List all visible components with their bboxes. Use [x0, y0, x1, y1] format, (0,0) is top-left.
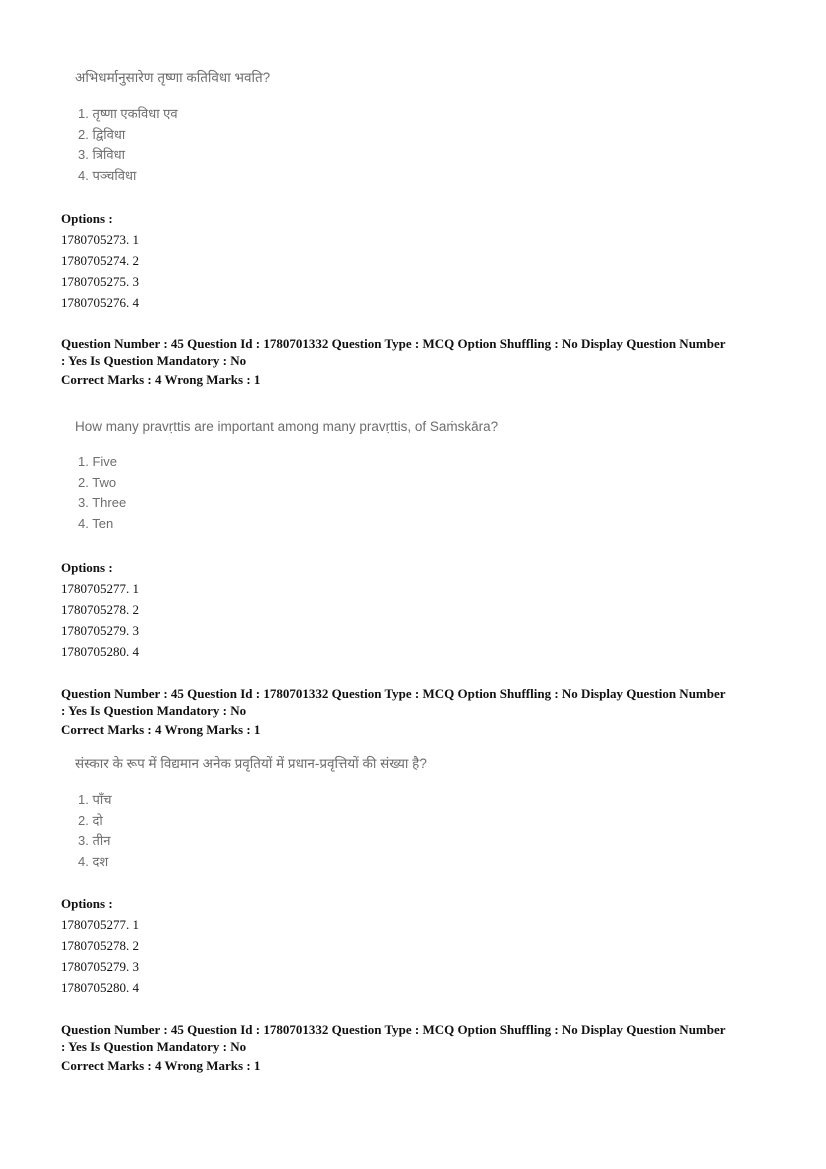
question-meta: [61, 335, 773, 388]
option-id: 1780705279. 3: [61, 959, 139, 974]
options-list: [61, 208, 139, 313]
question-option: 4. दश: [78, 853, 109, 869]
question-option: 1. तृष्णा एकविधा एव: [78, 106, 178, 121]
meta-line: Question Number : 45 Question Id : 1780701332 Question Type : MCQ Option Shuffling : No Display Question Number: [61, 686, 726, 701]
option-id: 1780705279. 3: [61, 623, 139, 638]
options-header: Options :: [61, 560, 113, 575]
option-id: 1780705274. 2: [61, 253, 139, 268]
question-option: 2. दो: [78, 812, 103, 828]
question-meta: [61, 685, 773, 738]
question-option: 4. पञ्चविधा: [78, 167, 137, 183]
marks-line: Correct Marks : 4 Wrong Marks : 1: [61, 1058, 261, 1073]
question-stem: How many pravṛttis are important among many pravṛttis, of Saṁskāra?: [75, 419, 499, 434]
question-image: [75, 419, 498, 534]
question-meta: [61, 1021, 773, 1074]
meta-line: : Yes Is Question Mandatory : No: [61, 353, 247, 368]
option-id: 1780705277. 1: [61, 917, 139, 932]
option-id: 1780705280. 4: [61, 644, 139, 659]
question-image: [75, 68, 270, 186]
question-option: 2. Two: [78, 474, 117, 490]
question-stem: संस्कार के रूप में विद्यमान अनेक प्रवृतियों में प्रधान-प्रवृत्तियों की संख्या है?: [75, 756, 427, 771]
option-id: 1780705278. 2: [61, 602, 139, 617]
option-id: 1780705277. 1: [61, 581, 139, 596]
marks-line: Correct Marks : 4 Wrong Marks : 1: [61, 722, 261, 737]
marks-line: Correct Marks : 4 Wrong Marks : 1: [61, 372, 261, 387]
question-option: 1. पाँच: [78, 792, 112, 807]
option-id: 1780705280. 4: [61, 980, 139, 995]
options-list: [61, 557, 139, 662]
meta-line: : Yes Is Question Mandatory : No: [61, 1039, 247, 1054]
question-option: 1. Five: [78, 454, 118, 469]
question-option: 4. Ten: [78, 515, 114, 531]
question-image: [75, 754, 427, 872]
option-id: 1780705273. 1: [61, 232, 139, 247]
question-option: 2. द्विविधा: [78, 126, 126, 142]
meta-line: : Yes Is Question Mandatory : No: [61, 703, 247, 718]
options-list: [61, 893, 139, 998]
meta-line: Question Number : 45 Question Id : 1780701332 Question Type : MCQ Option Shuffling : No Display Question Number: [61, 1022, 726, 1037]
option-id: 1780705278. 2: [61, 938, 139, 953]
question-option: 3. त्रिविधा: [78, 147, 125, 162]
options-header: Options :: [61, 211, 113, 226]
meta-line: Question Number : 45 Question Id : 1780701332 Question Type : MCQ Option Shuffling : No Display Question Number: [61, 336, 726, 351]
options-header: Options :: [61, 896, 113, 911]
question-option: 3. तीन: [78, 833, 111, 848]
question-option: 3. Three: [78, 495, 127, 510]
question-stem: अभिधर्मानुसारेण तृष्णा कतिविधा भवति?: [75, 70, 271, 85]
option-id: 1780705275. 3: [61, 274, 139, 289]
option-id: 1780705276. 4: [61, 295, 139, 310]
